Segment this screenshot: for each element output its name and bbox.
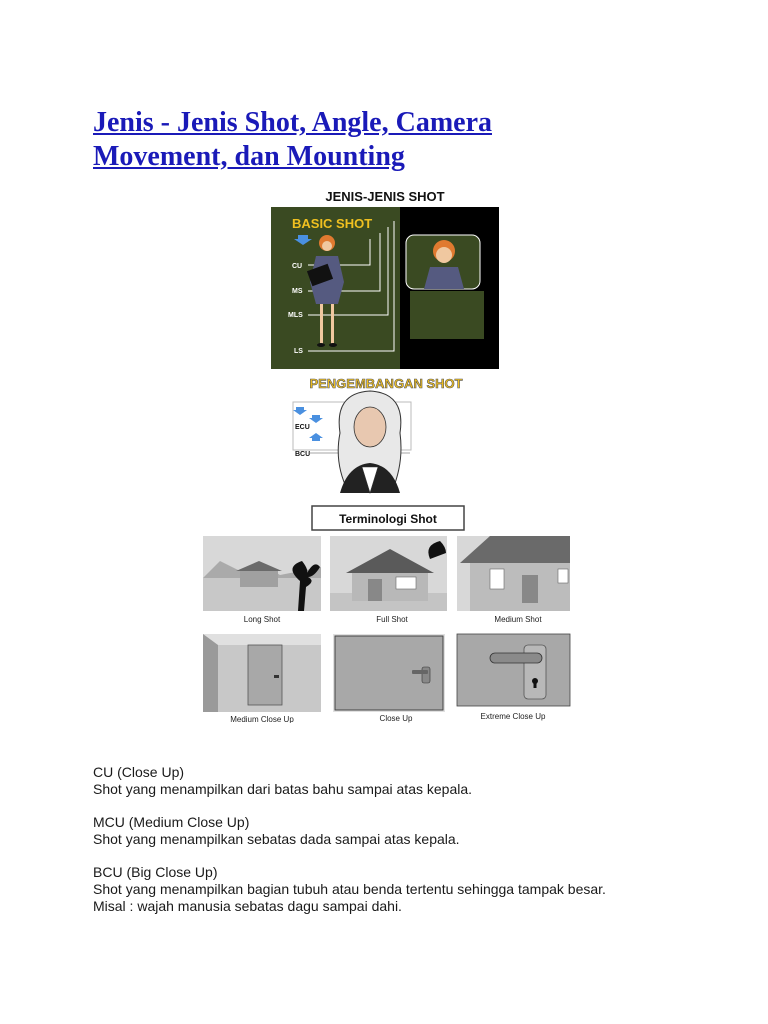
tile-close-up: [333, 634, 445, 712]
tile-caption: Close Up: [379, 714, 413, 723]
section-term: MCU (Medium Close Up): [93, 814, 250, 830]
tile-caption: Long Shot: [243, 615, 281, 624]
tile-long-shot: [203, 536, 321, 611]
arrow-icon: [309, 433, 323, 441]
shot-types-figure: [200, 183, 572, 723]
section-description: Shot yang menampilkan bagian tubuh atau benda tertentu sehingga tampak besar.: [93, 881, 606, 897]
article-body: [93, 764, 713, 931]
terminologi-label: Terminologi Shot: [339, 512, 437, 526]
section-term: BCU (Big Close Up): [93, 864, 218, 880]
section-description: Shot yang menampilkan dari batas bahu sampai atas kepala.: [93, 781, 473, 797]
section-example: Misal : wajah manusia sebatas dagu sampai dahi.: [93, 898, 402, 914]
section-bcu: [93, 864, 713, 915]
basic-shot-panel: [271, 207, 499, 369]
terminologi-title-box: [312, 506, 464, 530]
basic-shot-label: BASIC SHOT: [292, 216, 373, 231]
pengembangan-panel: [293, 391, 411, 493]
tile-medium-shot: [457, 536, 570, 611]
tile-full-shot: [330, 536, 447, 611]
marker-bcu: BCU: [295, 451, 311, 458]
tile-extreme-close-up: [457, 634, 570, 706]
figure-heading: JENIS-JENIS SHOT: [325, 189, 445, 204]
marker-mls: MLS: [288, 312, 303, 319]
tile-caption: Full Shot: [376, 615, 408, 624]
marker-cu: CU: [292, 263, 303, 270]
arrow-icon: [293, 407, 307, 415]
marker-ms: MS: [292, 288, 303, 295]
section-cu: [93, 764, 713, 798]
section-term: CU (Close Up): [93, 764, 185, 780]
arrow-icon: [309, 415, 323, 423]
washington-portrait: [338, 391, 401, 493]
tile-medium-close-up: [203, 634, 321, 712]
marker-ls: LS: [294, 348, 303, 355]
tile-caption: Medium Close Up: [230, 715, 294, 723]
section-description: Shot yang menampilkan sebatas dada sampai atas kepala.: [93, 831, 460, 847]
marker-ecu: ECU: [295, 424, 310, 431]
pengembangan-label: PENGEMBANGAN SHOT: [309, 376, 463, 391]
tile-caption: Extreme Close Up: [480, 712, 546, 721]
section-mcu: [93, 814, 713, 848]
article-title[interactable]: Jenis - Jenis Shot, Angle, Camera Movement, dan Mounting: [93, 107, 492, 172]
tile-caption: Medium Shot: [494, 615, 542, 624]
